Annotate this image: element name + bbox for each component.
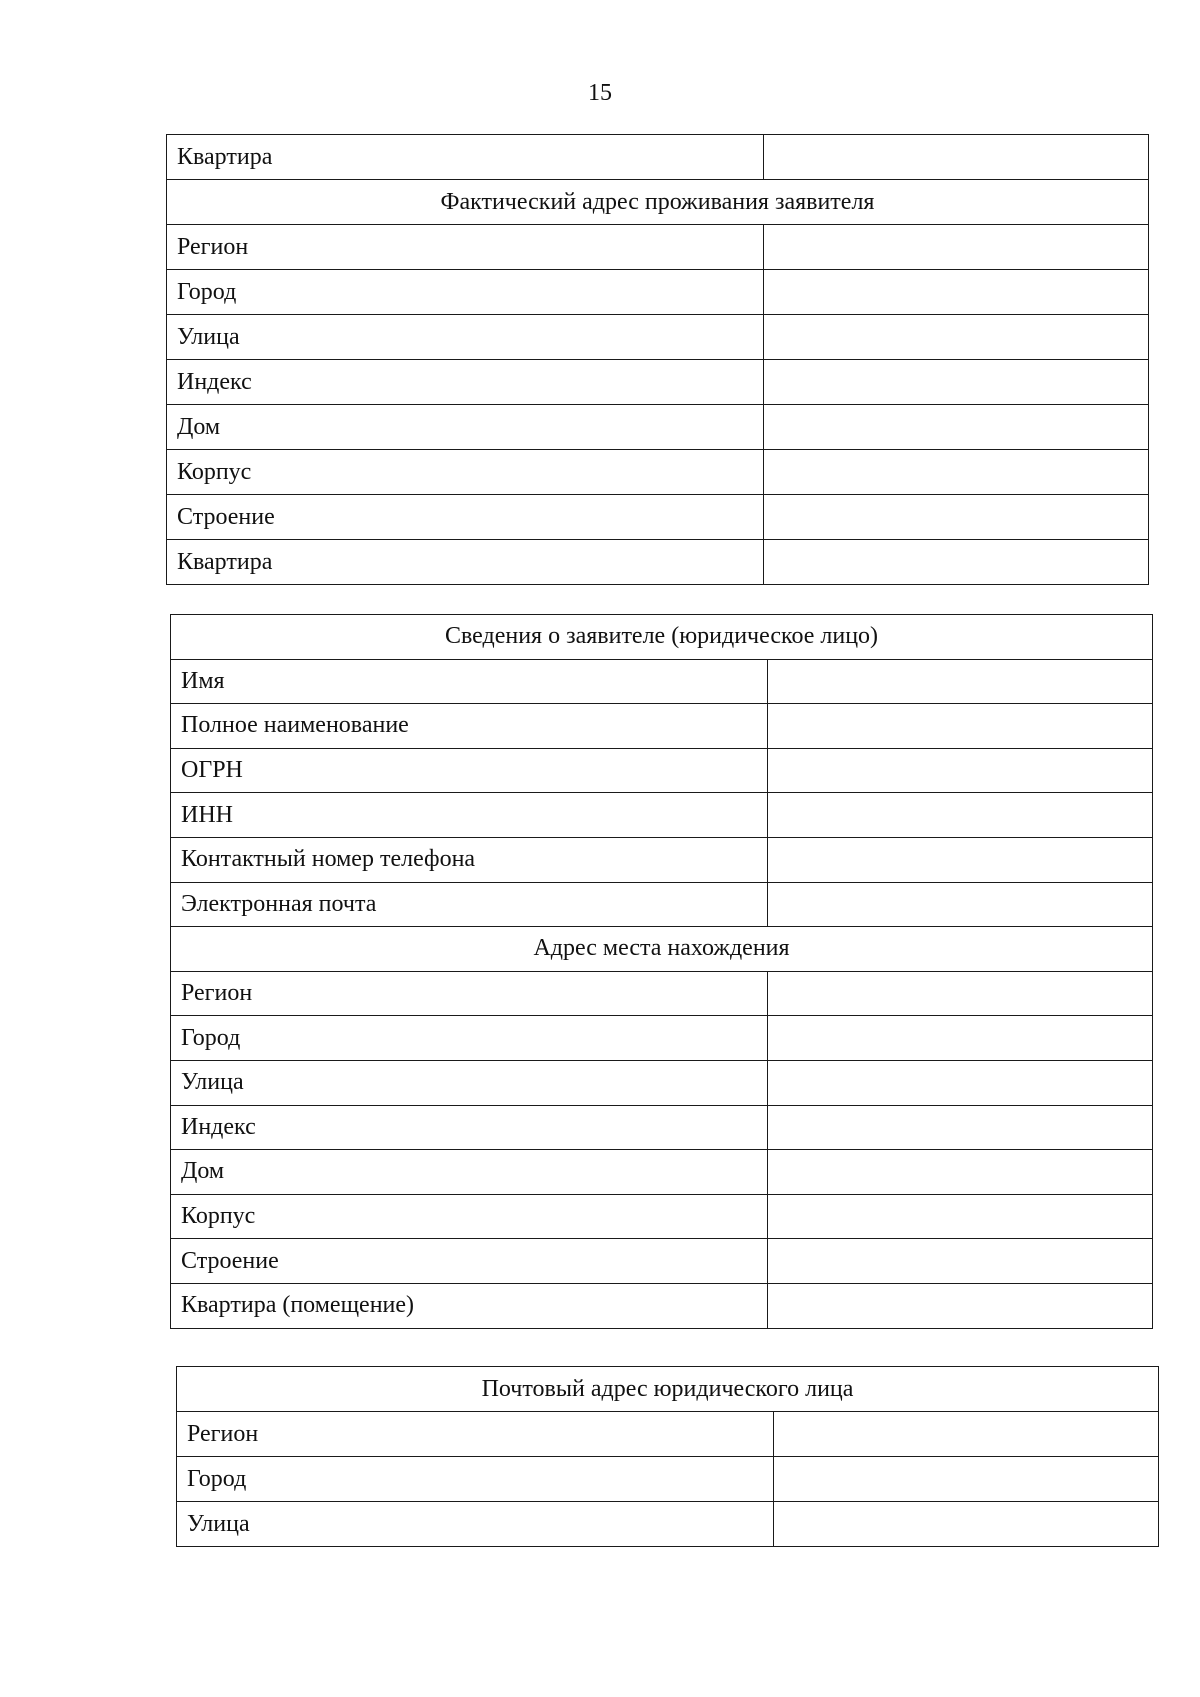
field-value [768,882,1153,927]
field-label: Улица [177,1502,774,1547]
field-value [768,837,1153,882]
section-header-row [171,927,1153,972]
field-value [764,270,1149,315]
field-label: Корпус [171,1194,768,1239]
field-label: Квартира [167,540,764,585]
form-row [171,793,1153,838]
field-label: Дом [167,405,764,450]
field-label: Электронная почта [171,882,768,927]
form-row [171,748,1153,793]
section-header: Сведения о заявителе (юридическое лицо) [171,615,1153,660]
form-row [171,1016,1153,1061]
form-row [167,225,1149,270]
field-label: Строение [167,495,764,540]
field-value [764,540,1149,585]
field-label: Город [167,270,764,315]
field-value [774,1412,1159,1457]
form-row [177,1457,1159,1502]
field-label: Имя [171,659,768,704]
section-header-row [171,615,1153,660]
form-row [167,405,1149,450]
field-label: Регион [177,1412,774,1457]
form-row [167,315,1149,360]
field-value [768,793,1153,838]
form-row [171,1194,1153,1239]
field-value [774,1502,1159,1547]
field-label: Строение [171,1239,768,1284]
page-number: 15 [588,80,612,106]
field-label: Индекс [167,360,764,405]
field-value [768,704,1153,749]
form-row [167,135,1149,180]
field-value [764,135,1149,180]
field-value [764,450,1149,495]
field-value [768,1150,1153,1195]
field-label: Индекс [171,1105,768,1150]
form-row [177,1412,1159,1457]
form-row [171,882,1153,927]
field-value [764,315,1149,360]
field-value [768,1194,1153,1239]
field-value [768,659,1153,704]
field-label: Город [177,1457,774,1502]
form-row [167,360,1149,405]
section-header-row [177,1367,1159,1412]
field-value [768,748,1153,793]
field-value [764,360,1149,405]
form-row [171,1150,1153,1195]
form-row [171,1105,1153,1150]
field-value [768,1016,1153,1061]
form-row [167,270,1149,315]
field-value [768,1239,1153,1284]
form-row [171,704,1153,749]
postal-address-table [176,1366,1159,1547]
field-label: Квартира [167,135,764,180]
legal-entity-info-table [170,614,1153,1329]
field-label: Корпус [167,450,764,495]
section-header: Почтовый адрес юридического лица [177,1367,1159,1412]
form-row [171,1239,1153,1284]
field-value [764,495,1149,540]
field-value [768,1060,1153,1105]
form-row [171,659,1153,704]
field-label: Дом [171,1150,768,1195]
field-label: Город [171,1016,768,1061]
field-value [764,405,1149,450]
field-label: Улица [171,1060,768,1105]
form-row [171,1283,1153,1328]
form-row [167,540,1149,585]
field-label: Квартира (помещение) [171,1283,768,1328]
form-row [171,1060,1153,1105]
section-header: Фактический адрес проживания заявителя [167,180,1149,225]
field-value [764,225,1149,270]
field-value [768,1283,1153,1328]
field-value [768,1105,1153,1150]
section-header-row [167,180,1149,225]
field-label: Регион [171,971,768,1016]
form-row [167,450,1149,495]
field-label: ОГРН [171,748,768,793]
form-row [177,1502,1159,1547]
form-row [171,837,1153,882]
form-row [167,495,1149,540]
field-label: Улица [167,315,764,360]
field-value [774,1457,1159,1502]
field-label: Регион [167,225,764,270]
section-header: Адрес места нахождения [171,927,1153,972]
actual-address-table [166,134,1149,585]
field-value [768,971,1153,1016]
form-row [171,971,1153,1016]
field-label: ИНН [171,793,768,838]
field-label: Контактный номер телефона [171,837,768,882]
field-label: Полное наименование [171,704,768,749]
